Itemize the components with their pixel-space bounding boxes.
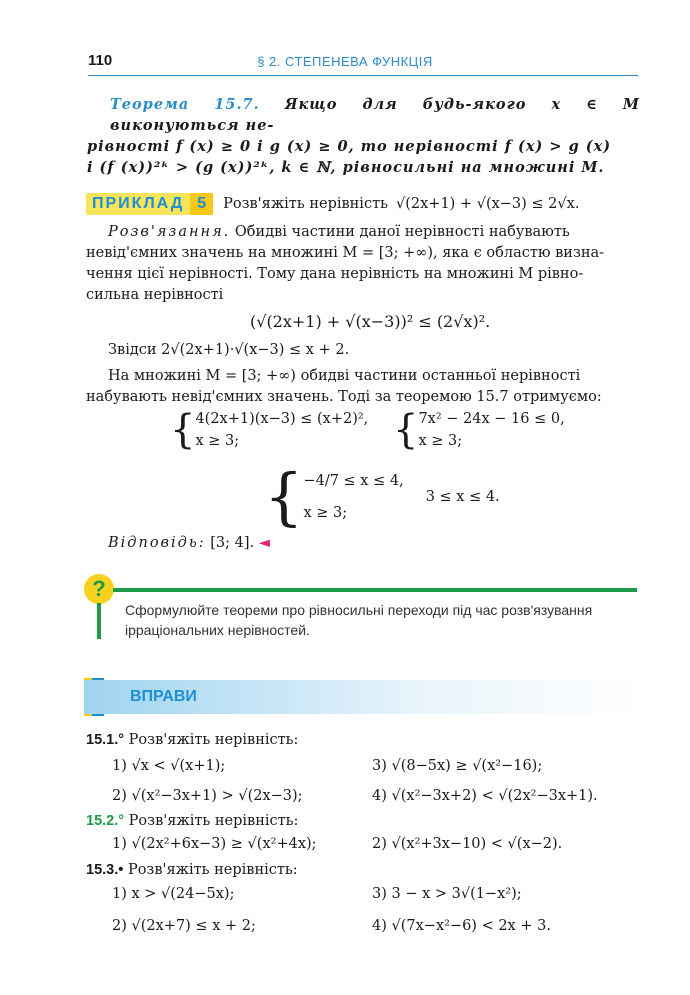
question-line-2: ірраціональних нерівностей. xyxy=(125,622,310,638)
end-marker-icon: ◄ xyxy=(258,535,270,551)
exercise-number: 15.1.° xyxy=(86,732,125,748)
exercise-part: 2) √(x²+3x−10) < √(x−2). xyxy=(372,836,563,852)
exercise-part: 3) √(8−5x) ≥ √(x²−16); xyxy=(372,758,543,774)
solution-p2-line2: набувають невід'ємних значень. Тоді за теоремою 15.7 отримуємо: xyxy=(86,389,602,405)
system-2-row-2: x ≥ 3; xyxy=(418,433,463,449)
answer-line xyxy=(108,533,270,554)
theorem-line3: і (f (x))²ᵏ > (g (x))²ᵏ, k ∈ ℕ, рівносильні на множині M. xyxy=(87,159,605,176)
system-3-row-1: −4/7 ≤ x ≤ 4, xyxy=(303,473,404,489)
exercise-part: 3) 3 − x > 3√(1−x²); xyxy=(372,886,522,902)
answer-value: [3; 4]. xyxy=(210,535,255,551)
theorem-block xyxy=(87,94,640,178)
system-1-row-1: 4(2x+1)(x−3) ≤ (x+2)², xyxy=(195,411,369,427)
solution-p2-line1: На множині M = [3; +∞) обидві частини останньої нерівності xyxy=(108,368,581,384)
system-1-row-2: x ≥ 3; xyxy=(195,433,240,449)
solution-paragraph-2 xyxy=(86,366,638,408)
brace: { xyxy=(393,407,419,453)
exercise-part: 1) x > √(24−5x); xyxy=(112,886,235,902)
solution-p1-line1: Обидві частини даної нерівності набувають xyxy=(234,224,570,240)
exercise-part: 2) √(x²−3x+1) > √(2x−3); xyxy=(112,788,303,804)
question-bar xyxy=(97,603,101,639)
solution-paragraph-1 xyxy=(86,222,638,306)
example-badge: ПРИКЛАД xyxy=(86,193,190,215)
page-number: 110 xyxy=(88,52,113,69)
system-3 xyxy=(264,460,500,533)
example-number: 5 xyxy=(190,193,213,215)
header-rule xyxy=(88,75,638,76)
system-2-row-1: 7x² − 24x − 16 ≤ 0, xyxy=(418,411,565,427)
system-1 xyxy=(170,408,368,452)
solution-p1-line3: чення цієї нерівності. Тому дана нерівність на множині M рівно- xyxy=(86,266,584,282)
system-3-result: 3 ≤ x ≤ 4. xyxy=(425,489,500,505)
exercise-part: 1) √(2x²+6x−3) ≥ √(x²+4x); xyxy=(112,836,317,852)
example-task: Розв'яжіть нерівність xyxy=(223,195,388,212)
exercise-part: 4) √(7x−x²−6) < 2x + 3. xyxy=(372,918,551,934)
exercise-part: 4) √(x²−3x+2) < √(2x²−3x+1). xyxy=(372,788,598,804)
exercise-15-3 xyxy=(86,860,298,881)
question-text xyxy=(125,600,637,640)
exercise-15-2 xyxy=(86,811,298,832)
equation-squared: (√(2x+1) + √(x−3))² ≤ (2√x)². xyxy=(250,312,491,331)
exercises-title: ВПРАВИ xyxy=(84,680,640,714)
exercise-number: 15.3.• xyxy=(86,862,124,878)
equation-derived: Звідси 2√(2x+1)·√(x−3) ≤ x + 2. xyxy=(108,342,350,358)
question-rule xyxy=(113,588,637,592)
exercise-task: Розв'яжіть нерівність: xyxy=(128,813,299,829)
exercise-part: 2) √(2x+7) ≤ x + 2; xyxy=(112,918,256,934)
exercise-number: 15.2.° xyxy=(86,813,125,829)
theorem-line1: Якщо для будь-якого x ∈ M виконуються не- xyxy=(110,96,640,134)
answer-label: Відповідь: xyxy=(108,535,206,551)
exercise-task: Розв'яжіть нерівність: xyxy=(127,862,298,878)
system-3-row-2: x ≥ 3; xyxy=(303,505,348,521)
exercise-part: 1) √x < √(x+1); xyxy=(112,758,226,774)
system-2 xyxy=(393,408,565,452)
solution-p1-line4: сильна нерівності xyxy=(86,287,224,303)
example-header xyxy=(86,193,579,215)
solution-label: Розв'язання. xyxy=(108,224,231,240)
solution-p1-line2: невід'ємних значень на множині M = [3; +∞), яка є областю визна- xyxy=(86,245,605,261)
question-line-1: Сформулюйте теореми про рівносильні переходи під час розв'язування xyxy=(125,602,593,618)
example-inequality: √(2x+1) + √(x−3) ≤ 2√x. xyxy=(396,196,580,212)
question-icon: ? xyxy=(84,574,114,604)
exercise-15-1 xyxy=(86,730,298,751)
section-title: § 2. СТЕПЕНЕВА ФУНКЦІЯ xyxy=(257,54,433,69)
brace: { xyxy=(170,407,196,453)
theorem-label: Теорема 15.7. xyxy=(110,96,260,113)
exercise-task: Розв'яжіть нерівність: xyxy=(128,732,299,748)
theorem-line2: рівності f (x) ≥ 0 і g (x) ≥ 0, то нерівності f (x) > g (x) xyxy=(87,138,612,155)
brace: { xyxy=(264,460,304,533)
